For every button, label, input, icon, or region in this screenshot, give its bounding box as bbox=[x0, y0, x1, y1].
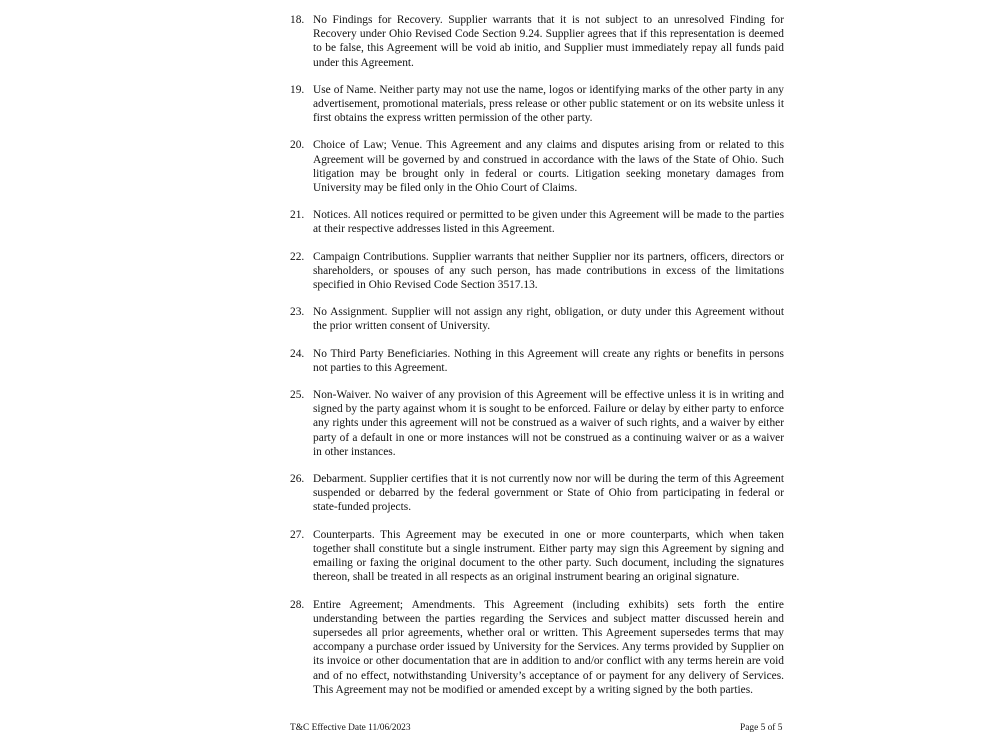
clause-text: Use of Name. Neither party may not use the name, logos or identifying marks of the other party in any advertisement, promotional materials, press release or other public statement or on its website unless it first obtains the express written permission of the other party. bbox=[313, 83, 784, 125]
clause-19 bbox=[290, 83, 784, 126]
clause-18 bbox=[290, 13, 784, 70]
footer-effective-date: T&C Effective Date 11/06/2023 bbox=[290, 723, 411, 733]
clause-25 bbox=[290, 388, 784, 459]
clause-24 bbox=[290, 347, 784, 375]
clause-number: 26. bbox=[290, 473, 305, 486]
clause-text: No Assignment. Supplier will not assign any right, obligation, or duty under this Agreement without the prior written consent of University. bbox=[313, 306, 784, 333]
clause-21 bbox=[290, 208, 784, 236]
clause-text: Notices. All notices required or permitted to be given under this Agreement will be made to the parties at their respective addresses listed in this Agreement. bbox=[313, 209, 784, 236]
clause-number: 27. bbox=[290, 528, 305, 541]
clause-text: No Findings for Recovery. Supplier warrants that it is not subject to an unresolved Finding for Recovery under Ohio Revised Code Section 9.24. Supplier agrees that if this representation is deemed to be false, this Agreement will be void ab initio, and Supplier must immediately repay all funds paid under this Agreement. bbox=[313, 14, 784, 69]
clause-number: 21. bbox=[290, 209, 305, 222]
clause-list bbox=[290, 13, 784, 710]
clause-27 bbox=[290, 528, 784, 585]
clause-text: Non-Waiver. No waiver of any provision of this Agreement will be effective unless it is in writing and signed by the party against whom it is sought to be enforced. Failure or delay by either party to enforce any rights under this agreement will not be construed as a waiver of such rights, and a waiver by either party of a default in one or more instances will not be construed as a continuing waiver or as a waiver in other instances. bbox=[313, 389, 784, 458]
clause-number: 20. bbox=[290, 139, 305, 152]
clause-number: 28. bbox=[290, 598, 305, 611]
clause-number: 25. bbox=[290, 389, 305, 402]
clause-text: Entire Agreement; Amendments. This Agreement (including exhibits) sets forth the entire understanding between the parties regarding the Services and subject matter discussed herein and supersedes all prior agreements, whether oral or written. This Agreement supersedes terms that may accompany a purchase order issued by University for the Services. Any terms provided by Supplier on its invoice or other documentation that are in addition to and/or conflict with any terms herein are void and of no effect, notwithstanding University’s acceptance of or payment for any delivery of Services. This Agreement may not be modified or amended except by a writing signed by the both parties. bbox=[313, 598, 784, 696]
clause-text: Counterparts. This Agreement may be executed in one or more counterparts, which when taken together shall constitute but a single instrument. Either party may sign this Agreement by signing and emailing or faxing the original document to the other party. Such document, including the signatures thereon, shall be treated in all respects as an original instrument bearing an original signature. bbox=[313, 528, 784, 584]
clause-text: Campaign Contributions. Supplier warrants that neither Supplier nor its partners, officers, directors or shareholders, or spouses of any such person, has made contributions in excess of the limitations specified in Ohio Revised Code Section 3517.13. bbox=[313, 250, 784, 292]
clause-number: 18. bbox=[290, 14, 305, 26]
clause-number: 24. bbox=[290, 347, 305, 360]
footer-page-number: Page 5 of 5 bbox=[740, 723, 783, 733]
clause-number: 19. bbox=[290, 83, 305, 96]
clause-text: Debarment. Supplier certifies that it is not currently now nor will be during the term of this Agreement suspended or debarred by the federal government or State of Ohio from participating in federal or state-funded projects. bbox=[313, 473, 784, 514]
clause-23 bbox=[290, 305, 784, 333]
clause-text: Choice of Law; Venue. This Agreement and any claims and disputes arising from or related to this Agreement will be governed by and construed in accordance with the laws of the State of Ohio. Such litigation may be brought only in federal or courts. Litigation seeking monetary damages from University may be filed only in the Ohio Court of Claims. bbox=[313, 139, 784, 195]
clause-26 bbox=[290, 472, 784, 515]
clause-number: 22. bbox=[290, 250, 305, 263]
clause-22 bbox=[290, 250, 784, 293]
clause-28 bbox=[290, 598, 784, 697]
clause-20 bbox=[290, 138, 784, 195]
clause-number: 23. bbox=[290, 306, 305, 319]
clause-text: No Third Party Beneficiaries. Nothing in this Agreement will create any rights or benefits in persons not parties to this Agreement. bbox=[313, 347, 784, 374]
